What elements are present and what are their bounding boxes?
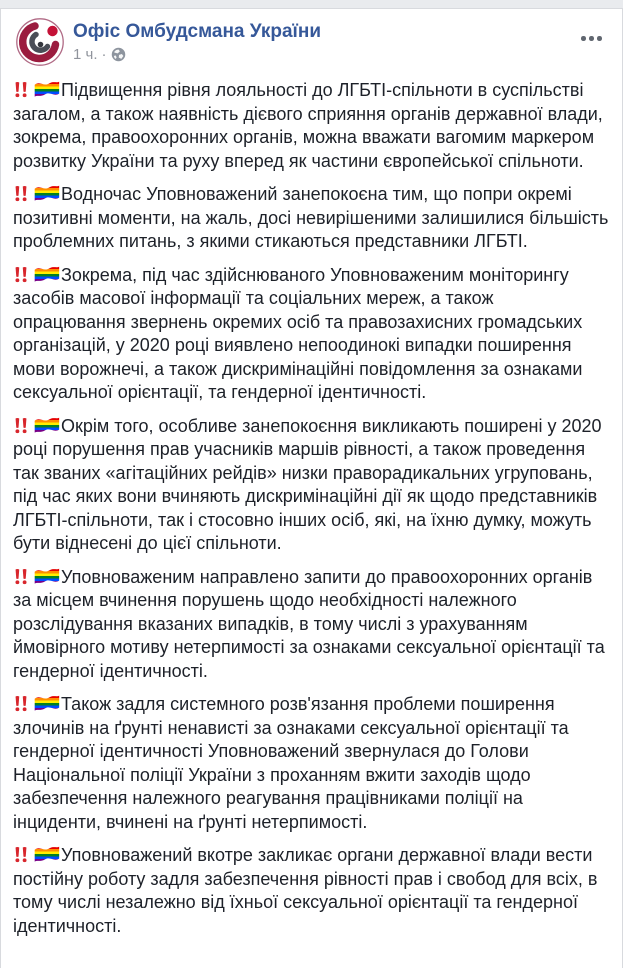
- post-paragraph-text: Також задля системного розв'язання проблеми поширення злочинів на ґрунті ненависті за ознаками сексуальної орієнтації та гендерної ідентичності Уповноважений звернулася до Голови Національної поліції України з проханням вжити заходів щодо забезпечення належного реагування працівниками поліції на інциденти, вчинені на ґрунті нетерпимості.: [13, 694, 569, 832]
- rainbow-flag-icon: [33, 415, 61, 435]
- facebook-post-card: [0, 8, 623, 968]
- post-paragraph: [13, 693, 610, 834]
- post-paragraph-text: Уповноважений вкотре закликає органи державної влади вести постійну роботу задля забезпечення рівності прав і свобод для всіх, в тому числі незалежно від їхньої сексуальної орієнтації та гендерної ідентичності.: [13, 845, 598, 936]
- post-paragraph-text: Підвищення рівня лояльності до ЛГБТІ-спільноти в суспільстві загалом, а також наявність дієвого сприяння органів державної влади, зокрема, правоохоронних органів, можна вважати вагомим маркером розвитку України та руху вперед як частини європейської спільноти.: [13, 80, 603, 171]
- post-paragraph: [13, 566, 610, 684]
- post-body: [1, 68, 622, 948]
- double-exclamation-icon: [13, 184, 33, 203]
- ombudsman-logo-icon: [16, 18, 64, 66]
- post-paragraph-text: Зокрема, під час здійснюваного Уповноваженим моніторингу засобів масової інформації та соціальних мереж, а також опрацювання звернень окремих осіб та правозахисних громадських організацій, у 2020 році виявлено непоодинокі випадки поширення мови ворожнечі, а також дискримінаційні повідомлення за ознаками сексуальної орієнтації, та гендерної ідентичності.: [13, 264, 583, 402]
- post-paragraph: [13, 183, 610, 254]
- post-header: [1, 9, 622, 68]
- more-options-icon[interactable]: [577, 32, 606, 45]
- post-header-text: [73, 18, 321, 62]
- rainbow-flag-icon: [33, 566, 61, 586]
- meta-separator: ·: [101, 45, 107, 63]
- rainbow-flag-icon: [33, 844, 61, 864]
- post-paragraph: [13, 844, 610, 938]
- double-exclamation-icon: [13, 567, 33, 586]
- double-exclamation-icon: [13, 416, 33, 435]
- globe-icon: [111, 47, 126, 62]
- double-exclamation-icon: [13, 265, 33, 284]
- post-paragraph: [13, 264, 610, 405]
- double-exclamation-icon: [13, 694, 33, 713]
- post-paragraph-text: Уповноваженим направлено запити до правоохоронних органів за місцем вчинення порушень щодо необхідності належного розслідування вказаних випадків, в тому числі з урахуванням ймовірного мотиву нетерпимості за ознаками сексуальної орієнтації та гендерної ідентичності.: [13, 566, 605, 681]
- rainbow-flag-icon: [33, 693, 61, 713]
- post-timestamp[interactable]: 1 ч.: [73, 45, 98, 63]
- post-paragraph-text: Водночас Уповноважений занепокоєна тим, що попри окремі позитивні моменти, на жаль, досі невирішеними залишилися більшість проблемних питань, з якими стикаються представники ЛГБТІ.: [13, 184, 609, 251]
- post-paragraph: [13, 415, 610, 556]
- double-exclamation-icon: [13, 80, 33, 99]
- post-meta-row: [73, 47, 321, 62]
- rainbow-flag-icon: [33, 183, 61, 203]
- page-name-link[interactable]: Офіс Омбудсмана України: [73, 21, 322, 42]
- post-paragraph: [13, 79, 610, 173]
- double-exclamation-icon: [13, 845, 33, 864]
- post-paragraph-text: Окрім того, особливе занепокоєння викликають поширені у 2020 році порушення прав учасників маршів рівності, а також проведення так званих «агітаційних рейдів» низки праворадикальних угруповань, під час яких вони вчиняють дискримінаційні дії як щодо представників ЛГБТІ-спільноти, так і стосовно інших осіб, які, на їхню думку, можуть бути віднесені до цієї спільноти.: [13, 415, 602, 553]
- rainbow-flag-icon: [33, 264, 61, 284]
- rainbow-flag-icon: [33, 79, 61, 99]
- avatar[interactable]: [16, 18, 64, 66]
